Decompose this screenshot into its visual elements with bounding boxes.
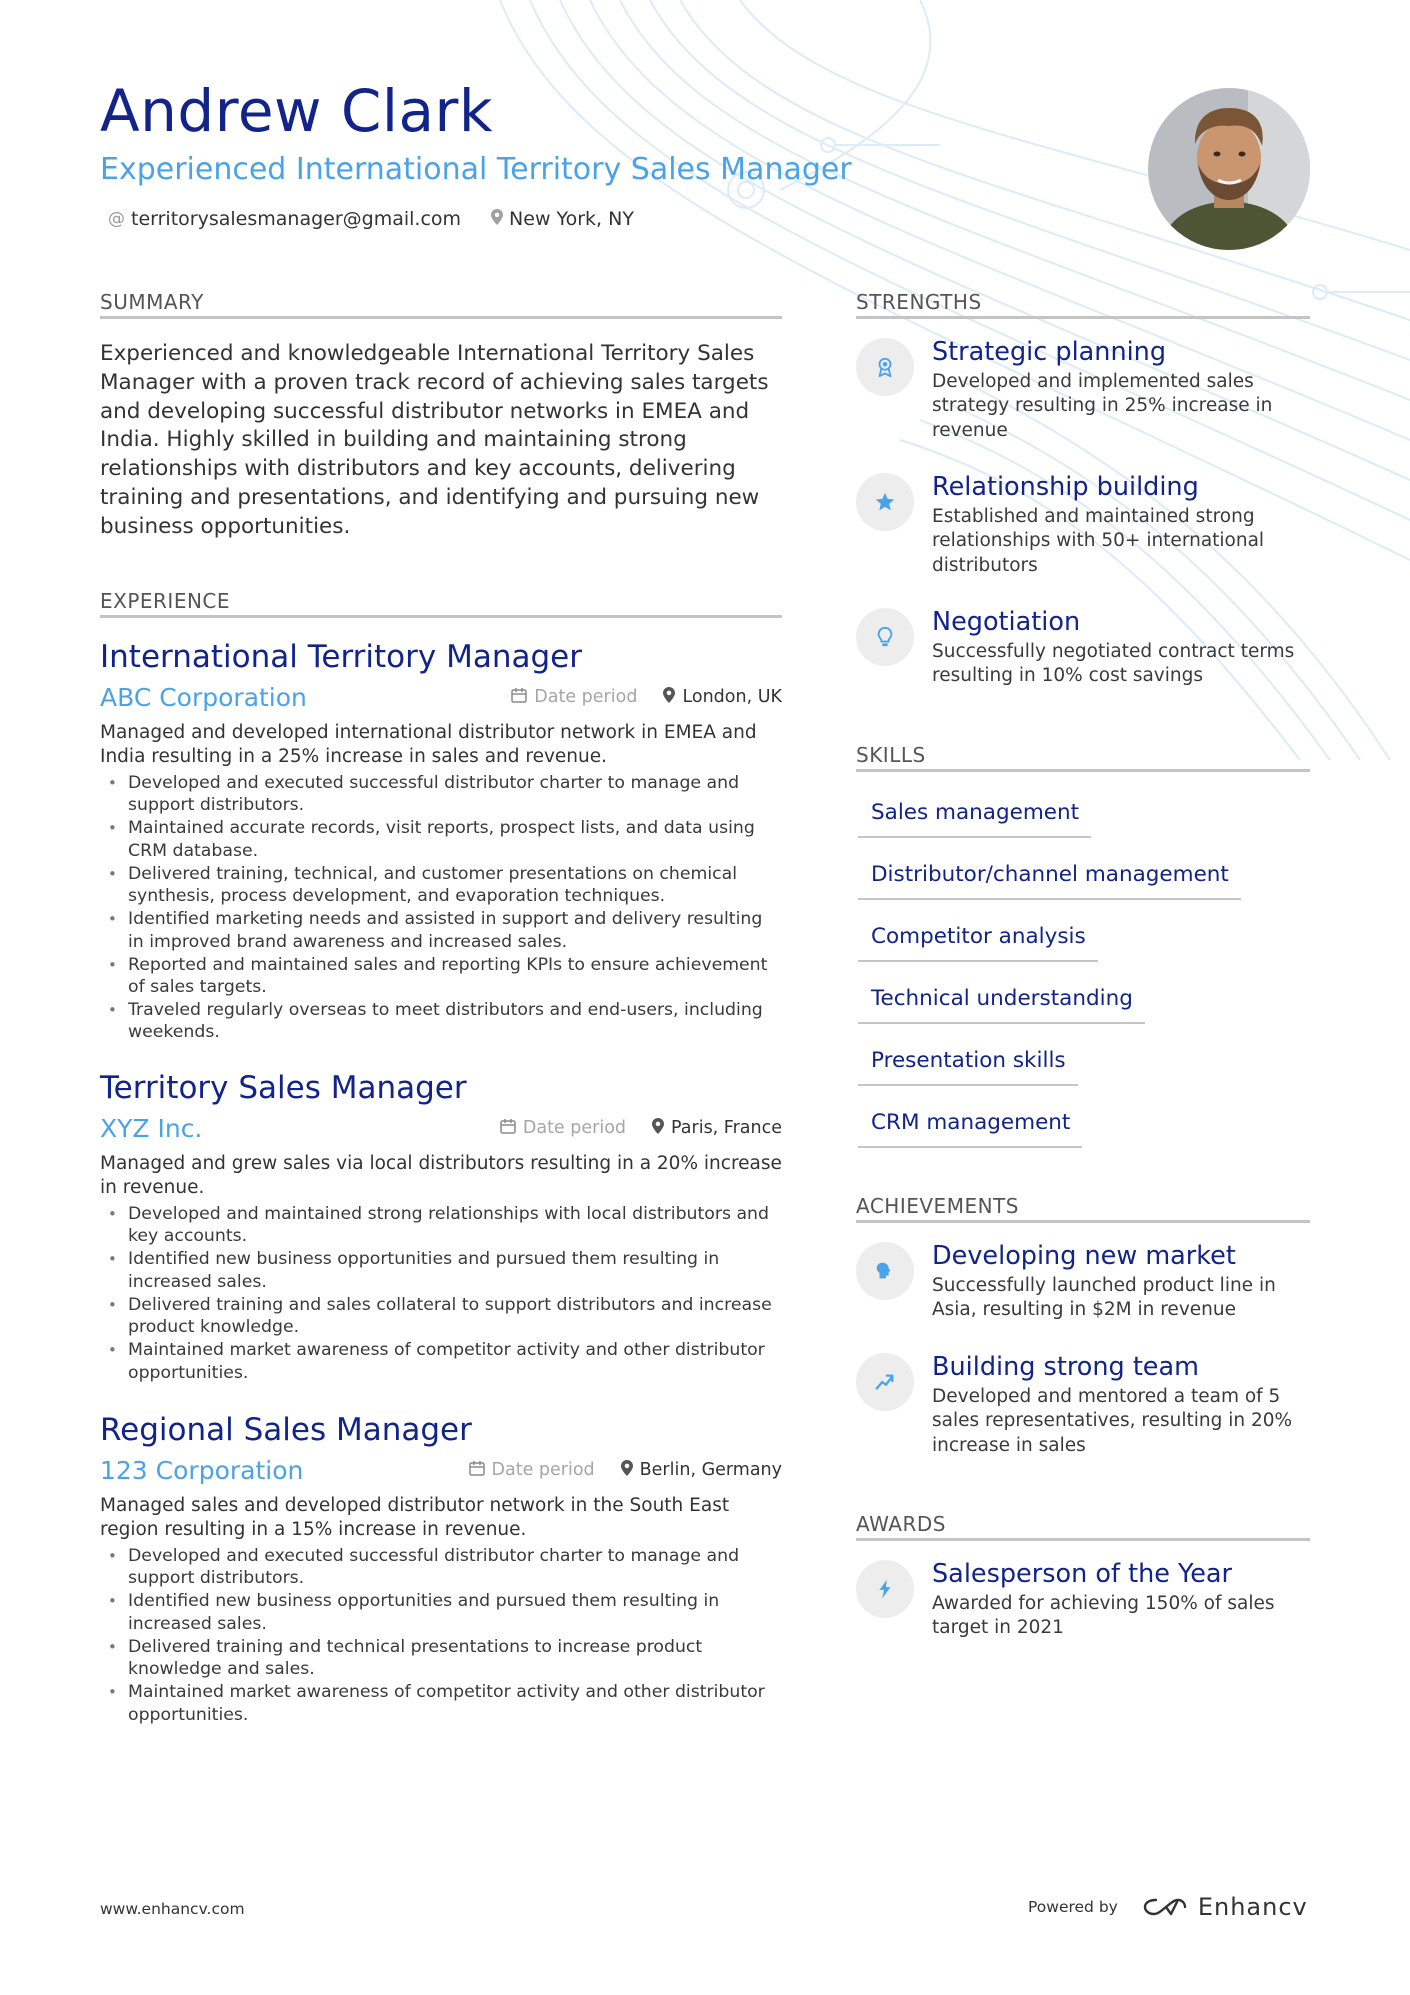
job-location-text: Berlin, Germany [639, 1460, 782, 1480]
awards-heading: AWARDS [856, 1512, 946, 1536]
growth-arrow-icon [856, 1353, 914, 1411]
award-icon [856, 338, 914, 396]
job-entry [100, 638, 782, 1044]
strength-description: Successfully negotiated contract terms resulting in 10% cost savings [932, 641, 1295, 687]
job-date [469, 1460, 595, 1480]
location-text: New York, NY [509, 208, 634, 230]
job-location [621, 1460, 782, 1480]
job-title: Territory Sales Manager [100, 1070, 467, 1106]
company-name: 123 Corporation [100, 1455, 304, 1485]
skill-tag: Distributor/channel management [858, 854, 1241, 900]
skill-tag: Sales management [858, 792, 1091, 838]
strength-title: Strategic planning [932, 337, 1167, 367]
award-title: Salesperson of the Year [932, 1559, 1233, 1589]
candidate-headline: Experienced International Territory Sales Manager [100, 152, 852, 187]
star-icon [856, 473, 914, 531]
skills-list [858, 792, 1241, 1164]
list-item: • Developed and executed successful distributor charter to manage and support distributors. [100, 1545, 782, 1590]
list-item: • Identified new business opportunities and pursued them resulting in increased sales. [100, 1248, 782, 1293]
enhancv-logo-icon [1142, 1895, 1188, 1919]
email-text: territorysalesmanager@gmail.com [131, 208, 462, 230]
job-date [500, 1118, 626, 1138]
map-pin-icon [663, 687, 675, 707]
list-item: • Developed and executed successful distributor charter to manage and support distributors. [100, 772, 782, 817]
list-item: • Developed and maintained strong relationships with local distributors and key accounts. [100, 1203, 782, 1248]
summary-heading: SUMMARY [100, 290, 204, 314]
job-location-text: Paris, France [671, 1118, 782, 1138]
award-body [932, 1558, 1316, 1641]
map-pin-icon [491, 209, 503, 230]
avatar [1148, 88, 1310, 250]
powered-by-label: Powered by [1028, 1898, 1118, 1916]
job-date-text: Date period [491, 1460, 595, 1480]
strength-body [932, 606, 1316, 689]
list-item: • Identified marketing needs and assisted in support and delivery resulting in improved brand awareness and increased sales. [100, 908, 782, 953]
list-item: • Identified new business opportunities and pursued them resulting in increased sales. [100, 1590, 782, 1635]
lightbulb-icon [856, 608, 914, 666]
job-location-text: London, UK [682, 687, 782, 707]
skill-tag: Presentation skills [858, 1040, 1078, 1086]
company-name: XYZ Inc. [100, 1113, 203, 1143]
contact-info [108, 208, 634, 230]
achievements-heading: ACHIEVEMENTS [856, 1194, 1019, 1218]
strength-title: Negotiation [932, 607, 1081, 637]
job-meta-row [100, 1451, 782, 1489]
job-description: Managed and grew sales via local distributors resulting in a 20% increase in revenue. [100, 1153, 782, 1198]
strength-body [932, 471, 1316, 578]
at-icon: @ [108, 209, 125, 229]
job-date [511, 687, 637, 707]
achievement-description: Developed and mentored a team of 5 sales representatives, resulting in 20% increase in sales [932, 1386, 1293, 1456]
job-bullets [100, 1545, 782, 1726]
achievement-title: Developing new market [932, 1241, 1236, 1271]
summary-text: Experienced and knowledgeable International Territory Sales Manager with a proven track record of achieving sales targets and developing successful distributor networks in EMEA and India. Highly skilled in building and maintaining strong relationships with distributors and key accounts, delivering training and presentations, and identifying and pursuing new business opportunities. [100, 341, 769, 539]
job-date-text: Date period [522, 1118, 627, 1138]
job-entry [100, 1069, 782, 1385]
strength-title: Relationship building [932, 472, 1199, 502]
calendar-icon [500, 1118, 516, 1138]
strength-description: Developed and implemented sales strategy resulting in 25% increase in revenue [932, 371, 1273, 441]
map-pin-icon [621, 1460, 633, 1480]
job-description: Managed sales and developed distributor network in the South East region resulting in a 15% increase in revenue. [100, 1495, 730, 1540]
location-contact [491, 208, 634, 230]
list-item: • Maintained accurate records, visit reports, prospect lists, and data using CRM database. [100, 817, 782, 862]
strength-description: Established and maintained strong relationships with 50+ international distributors [932, 506, 1265, 576]
list-item: • Maintained market awareness of competitor activity and other distributor opportunities. [100, 1339, 782, 1384]
skills-divider [856, 769, 1310, 772]
list-item: • Delivered training and sales collateral to support distributors and increase product knowledge. [100, 1294, 782, 1339]
achievement-description: Successfully launched product line in Asia, resulting in $2M in revenue [932, 1275, 1276, 1321]
job-description: Managed and developed international distributor network in EMEA and India resulting in a 25% increase in sales and revenue. [100, 722, 757, 767]
candidate-name: Andrew Clark [100, 77, 493, 145]
achievement-body [932, 1240, 1316, 1323]
footer-branding [1028, 1893, 1308, 1921]
skill-tag: Technical understanding [858, 978, 1145, 1024]
company-name: ABC Corporation [100, 682, 307, 712]
achievement-item [856, 1351, 1316, 1458]
job-bullets [100, 772, 782, 1044]
strengths-heading: STRENGTHS [856, 290, 982, 314]
summary-divider [100, 316, 782, 319]
job-meta-row [100, 1109, 782, 1147]
strength-item [856, 606, 1316, 689]
skill-tag: Competitor analysis [858, 916, 1098, 962]
brand-name: Enhancv [1197, 1893, 1308, 1921]
awards-divider [856, 1538, 1310, 1541]
calendar-icon [511, 687, 527, 707]
map-pin-icon [652, 1118, 664, 1138]
job-meta-row [100, 678, 782, 716]
brand-logo[interactable] [1142, 1893, 1308, 1921]
strength-item [856, 471, 1316, 578]
achievement-item [856, 1240, 1316, 1323]
achievement-title: Building strong team [932, 1352, 1199, 1382]
job-bullets [100, 1203, 782, 1384]
job-location [663, 687, 782, 707]
list-item: • Delivered training and technical presentations to increase product knowledge and sales. [100, 1636, 782, 1681]
job-title: International Territory Manager [100, 639, 582, 675]
achievements-divider [856, 1220, 1310, 1223]
strength-body [932, 336, 1316, 443]
achievement-body [932, 1351, 1316, 1458]
list-item: • Reported and maintained sales and reporting KPIs to ensure achievement of sales targets. [100, 954, 782, 999]
skills-heading: SKILLS [856, 743, 926, 767]
skill-tag: CRM management [858, 1102, 1082, 1148]
lightning-icon [856, 1560, 914, 1618]
job-entry [100, 1411, 782, 1727]
list-item: • Delivered training, technical, and customer presentations on chemical synthesis, process development, and evaporation techniques. [100, 863, 782, 908]
brain-icon [856, 1242, 914, 1300]
list-item: • Maintained market awareness of competitor activity and other distributor opportunities. [100, 1681, 782, 1726]
calendar-icon [469, 1460, 485, 1480]
footer-website[interactable]: www.enhancv.com [100, 1900, 245, 1918]
job-title: Regional Sales Manager [100, 1412, 472, 1448]
job-date-text: Date period [534, 687, 638, 707]
strength-item [856, 336, 1316, 443]
strengths-divider [856, 316, 1310, 319]
experience-divider [100, 615, 782, 618]
job-location [652, 1118, 782, 1138]
email-contact[interactable] [108, 208, 461, 230]
list-item: • Traveled regularly overseas to meet distributors and end-users, including weekends. [100, 999, 782, 1044]
experience-heading: EXPERIENCE [100, 589, 231, 613]
award-item [856, 1558, 1316, 1641]
award-description: Awarded for achieving 150% of sales target in 2021 [932, 1593, 1275, 1639]
